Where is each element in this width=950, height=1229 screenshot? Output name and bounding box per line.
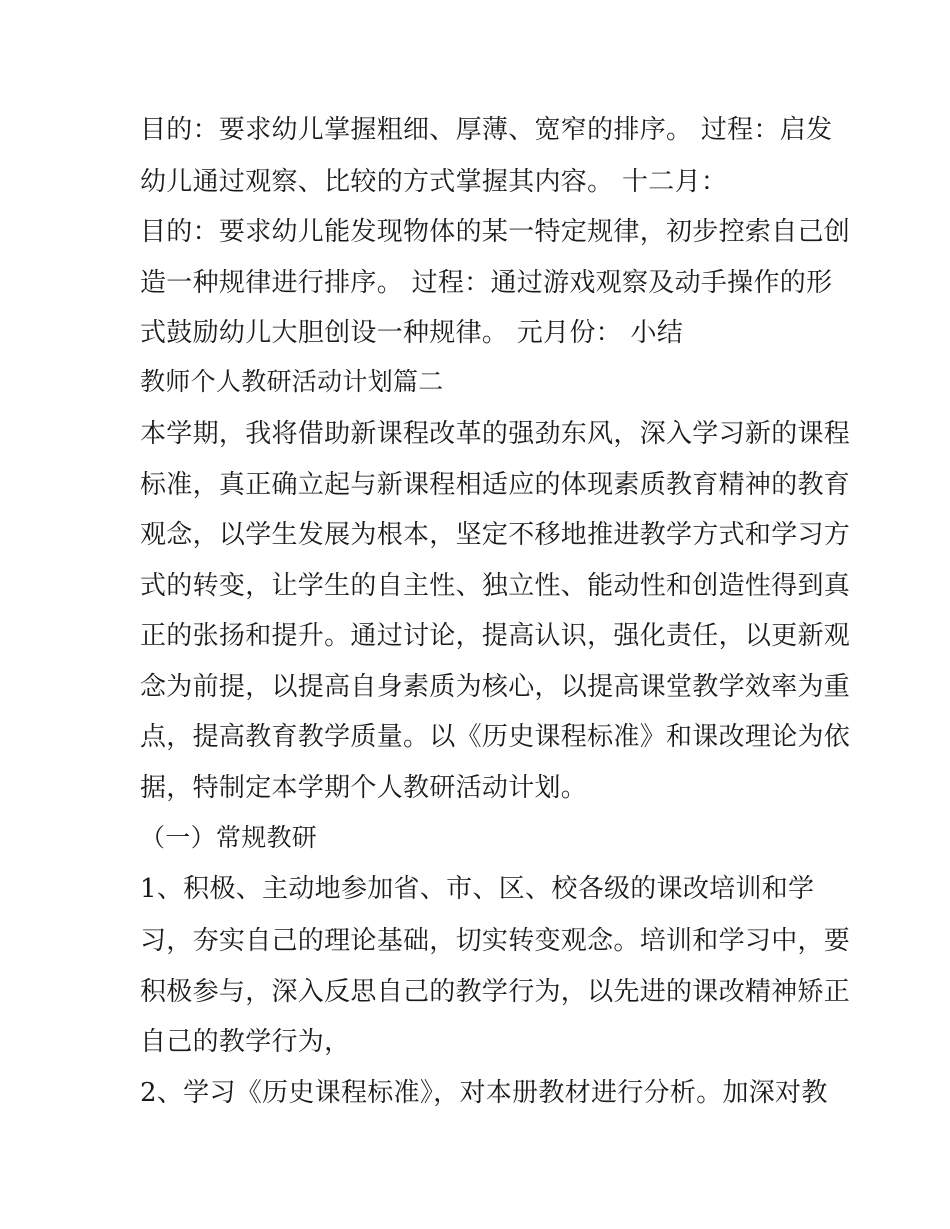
text-line: 造一种规律进行排序。 过程：通过游戏观察及动手操作的形: [140, 268, 833, 298]
text-line: 目的：要求幼儿掌握粗细、厚薄、宽窄的排序。 过程：启发: [140, 115, 833, 145]
text-line: 目的：要求幼儿能发现物体的某一特定规律，初步控索自己创: [140, 217, 851, 247]
text-line: 标准，真正确立起与新课程相适应的体现素质教育精神的教育: [140, 470, 851, 500]
text-line: 本学期，我将借助新课程改革的强劲东风，深入学习新的课程: [140, 419, 851, 449]
text-line: 幼儿通过观察、比较的方式掌握其内容。 十二月：: [140, 167, 728, 197]
text-line: 自己的教学行为，: [140, 1027, 351, 1057]
text-line: 式的转变，让学生的自主性、独立性、能动性和创造性得到真: [140, 571, 851, 601]
section-heading: 教师个人教研活动计划篇二: [140, 367, 444, 396]
subsection-heading: （一）常规教研: [140, 823, 318, 852]
text-line: 据，特制定本学期个人教研活动计划。: [140, 773, 588, 803]
text-line: 2、学习《历史课程标准》，对本册教材进行分析。加深对教: [140, 1078, 828, 1108]
text-line: 观念，以学生发展为根本，坚定不移地推进教学方式和学习方: [140, 520, 851, 550]
text-line: 积极参与，深入反思自己的教学行为，以先进的课改精神矫正: [140, 977, 851, 1007]
text-line: 习，夯实自己的理论基础，切实转变观念。培训和学习中，要: [140, 926, 851, 956]
text-line: 点，提高教育教学质量。以《历史课程标准》和课改理论为依: [140, 722, 851, 752]
text-line: 式鼓励幼儿大胆创设一种规律。 元月份： 小结: [140, 318, 684, 348]
text-line: 正的张扬和提升。通过讨论，提高认识，强化责任，以更新观: [140, 621, 851, 651]
text-line: 念为前提，以提高自身素质为核心，以提高课堂教学效率为重: [140, 672, 851, 702]
text-line: 1、积极、主动地参加省、市、区、校各级的课改培训和学: [140, 874, 815, 904]
